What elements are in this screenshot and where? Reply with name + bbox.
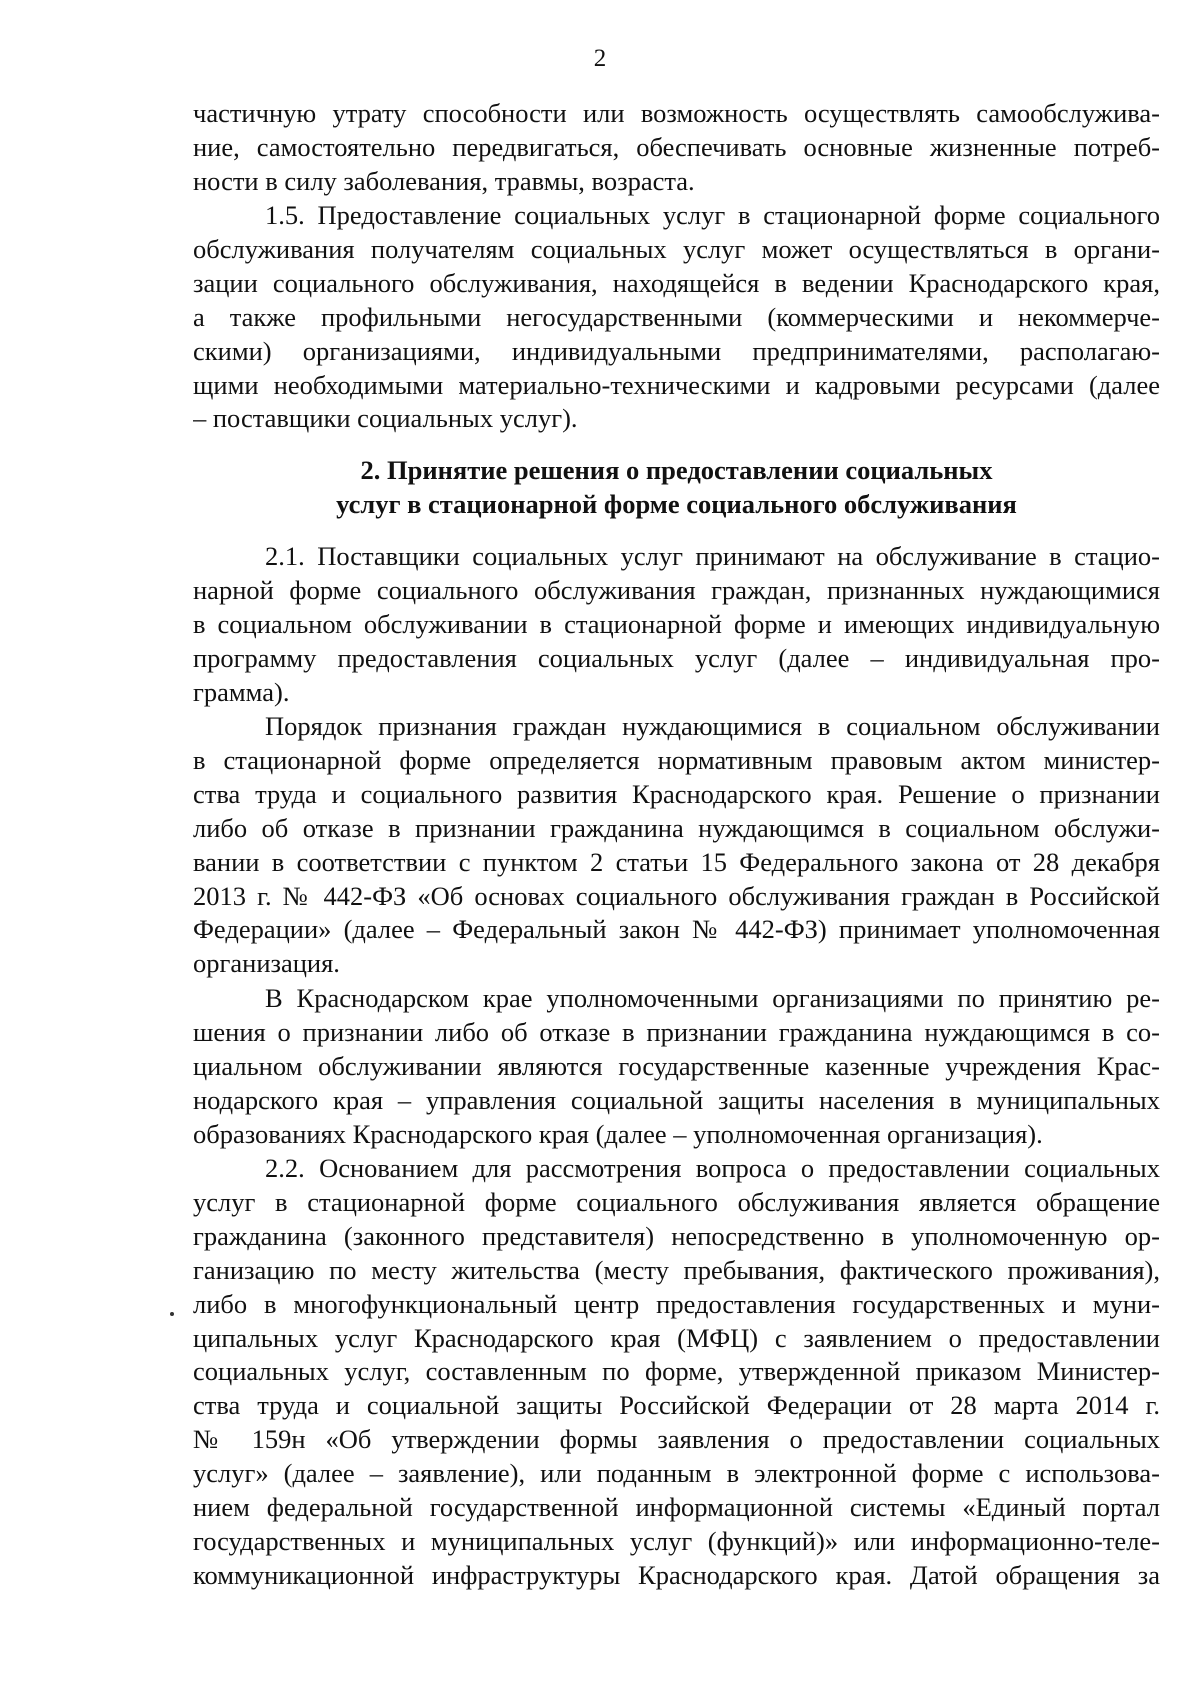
paragraph-line: либо в многофункциональный центр предоставления государственных и муни-: [193, 1288, 1160, 1319]
paragraph-line: либо об отказе в признании гражданина нуждающимся в социальном обслужи-: [193, 812, 1160, 843]
paragraph-line: 2.1. Поставщики социальных услуг принимают на обслуживание в стацио-: [265, 541, 1160, 571]
paragraph-order: [193, 710, 1160, 981]
intro-line: ние, самостоятельно передвигаться, обеспечивать основные жизненные потреб-: [193, 131, 1160, 162]
paragraph-line: щими необходимыми материально-техническими и кадровыми ресурсами (далее: [193, 369, 1160, 400]
paragraph-line: скими) организациями, индивидуальными предпринимателями, располагаю-: [193, 335, 1160, 366]
paragraph-line: услуг в стационарной форме социального обслуживания является обращение: [193, 1186, 1160, 1217]
paragraph-2-2: [193, 1152, 1160, 1593]
intro-line: ности в силу заболевания, травмы, возраста.: [193, 165, 695, 196]
paragraph-line: в стационарной форме определяется нормативным правовым актом министер-: [193, 744, 1160, 775]
paragraph-line: ства труда и социального развития Краснодарского края. Решение о признании: [193, 778, 1160, 809]
paragraph-line: в социальном обслуживании в стационарной форме и имеющих индивидуальную: [193, 608, 1160, 639]
paragraph-line: 1.5. Предоставление социальных услуг в стационарной форме социального: [265, 200, 1160, 230]
paragraph-line: 2013 г. № 442-ФЗ «Об основах социального обслуживания граждан в Российской: [193, 880, 1160, 911]
paragraph-line: № 159н «Об утверждении формы заявления о предоставлении социальных: [193, 1424, 1160, 1455]
intro-paragraph: [193, 97, 1160, 199]
paragraph-line: Федерации» (далее – Федеральный закон № 442-ФЗ) принимает уполномоченная: [193, 914, 1160, 945]
paragraph-line: зации социального обслуживания, находящейся в ведении Краснодарского края,: [193, 267, 1160, 298]
paragraph-2-1: [193, 540, 1160, 710]
paragraph-line: шения о признании либо об отказе в признании гражданина нуждающимся в со-: [193, 1016, 1160, 1047]
paragraph-line: 2.2. Основанием для рассмотрения вопроса о предоставлении социальных: [265, 1153, 1160, 1183]
paragraph-line: ства труда и социальной защиты Российской Федерации от 28 марта 2014 г.: [193, 1390, 1160, 1421]
section-heading-line: услуг в стационарной форме социального обслуживания: [336, 489, 1017, 519]
scan-speck: [170, 1312, 174, 1316]
page-number: 2: [593, 45, 607, 72]
paragraph-line: ципальных услуг Краснодарского края (МФЦ) с заявлением о предоставлении: [193, 1322, 1160, 1353]
paragraph-line: организация.: [193, 948, 340, 979]
paragraph-line: – поставщики социальных услуг).: [193, 403, 578, 434]
paragraph-line: социальных услуг, составленным по форме, утвержденной приказом Министер-: [193, 1356, 1160, 1387]
paragraph-line: вании в соответствии с пунктом 2 статьи 15 Федерального закона от 28 декабря: [193, 846, 1160, 877]
paragraph-line: программу предоставления социальных услуг (далее – индивидуальная про-: [193, 642, 1160, 673]
paragraph-line: услуг» (далее – заявление), или поданным в электронной форме с использова-: [193, 1458, 1160, 1489]
paragraph-krasnodar: [193, 982, 1160, 1152]
intro-line: частичную утрату способности или возможность осуществлять самообслужива-: [193, 98, 1160, 128]
paragraph-line: а также профильными негосударственными (коммерческими и некоммерче-: [193, 301, 1160, 332]
paragraph-line: коммуникационной инфраструктуры Краснодарского края. Датой обращения за: [193, 1559, 1160, 1590]
paragraph-line: Порядок признания граждан нуждающимися в социальном обслуживании: [265, 711, 1160, 741]
paragraph-line: образованиях Краснодарского края (далее – уполномоченная организация).: [193, 1118, 1043, 1149]
paragraph-line: циальном обслуживании являются государственные казенные учреждения Крас-: [193, 1050, 1160, 1081]
section-heading: [193, 453, 1160, 521]
paragraph-line: обслуживания получателям социальных услуг может осуществляться в органи-: [193, 233, 1160, 264]
paragraph-line: ганизацию по месту жительства (месту пребывания, фактического проживания),: [193, 1254, 1160, 1285]
paragraph-1-5: [193, 199, 1160, 436]
paragraph-line: государственных и муниципальных услуг (функций)» или информационно-теле-: [193, 1525, 1160, 1556]
paragraph-line: нодарского края – управления социальной защиты населения в муниципальных: [193, 1084, 1160, 1115]
section-heading-line: 2. Принятие решения о предоставлении социальных: [360, 455, 993, 485]
paragraph-line: нарной форме социального обслуживания граждан, признанных нуждающимися: [193, 574, 1160, 605]
paragraph-line: В Краснодарском крае уполномоченными организациями по принятию ре-: [265, 983, 1160, 1013]
paragraph-line: нием федеральной государственной информационной системы «Единый портал: [193, 1492, 1160, 1523]
paragraph-line: грамма).: [193, 676, 290, 707]
paragraph-line: гражданина (законного представителя) непосредственно в уполномоченную ор-: [193, 1220, 1160, 1251]
